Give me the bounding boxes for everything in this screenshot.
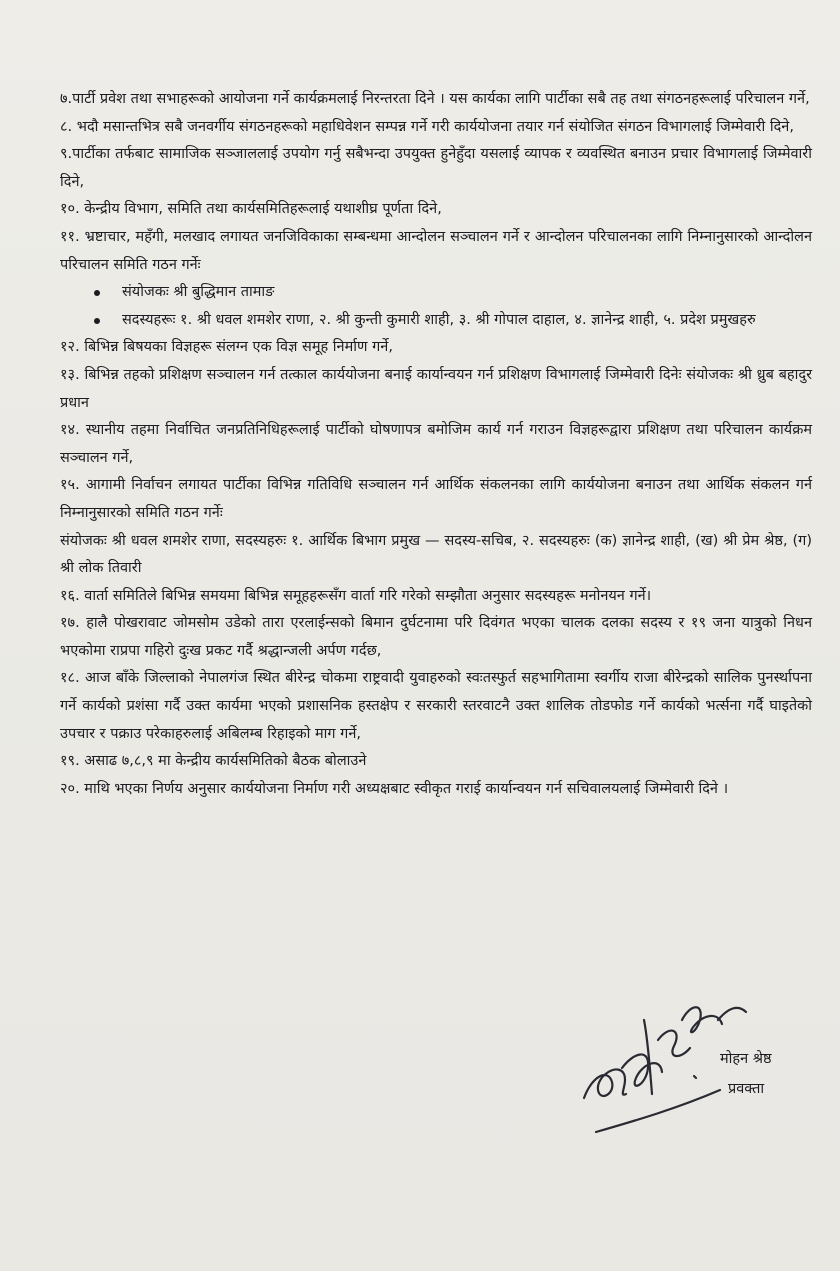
decision-item-14: १४. स्थानीय तहमा निर्वाचित जनप्रतिनिधिहरूलाई पार्टीको घोषणापत्र बमोजिम कार्य गर्न गराउन विज्ञहरूद्वारा प्रशिक्षण तथा परिचालन कार्यक्रम सञ्चालन गर्ने, (60, 422, 812, 466)
signatory-title: प्रवक्ता (728, 1081, 765, 1097)
committee-bullet-list (60, 279, 812, 334)
signatory-name: मोहन श्रेष्ठ (720, 1051, 772, 1067)
decision-item-13: १३. बिभिन्न तहको प्रशिक्षण सञ्चालन गर्न तत्काल कार्ययोजना बनाई कार्यान्वयन गर्न प्रशिक्षण विभागलाई जिम्मेवारी दिनेः संयोजकः श्री ध्रुब बहादुर प्रधान (60, 366, 812, 411)
decision-item-20: २०. माथि भएका निर्णय अनुसार कार्ययोजना निर्माण गरी अध्यक्षबाट स्वीकृत गराई कार्यान्वयन गर्न सचिवालयलाई जिम्मेवारी दिने । (60, 780, 729, 797)
decision-item-7: ७.पार्टी प्रवेश तथा सभाहरूको आयोजना गर्ने कार्यक्रमलाई निरन्तरता दिने । यस कार्यका लागि पार्टीका सबै तह तथा संगठनहरूलाई परिचालन गर्ने, (60, 91, 810, 107)
decision-list (60, 86, 812, 803)
decision-item-8: ८. भदौ मसान्तभित्र सबै जनवर्गीय संगठनहरूको महाधिवेशन सम्पन्न गर्ने गरी कार्ययोजना तयार गर्न संयोजित संगठन विभागलाई जिम्मेवारी दिने, (60, 118, 794, 135)
decision-item-17: १७. हालै पोखरावाट जोमसोम उडेको तारा एरलाईन्सको बिमान दुर्घटनामा परि दिवंगत भएका चालक दलका सदस्य र १९ जना यात्रुको निधन भएकोमा राप्रपा गहिरो दुःख प्रकट गर्दै श्रद्धान्जली अर्पण गर्दछ, (60, 615, 812, 659)
decision-item-9: ९.पार्टीका तर्फबाट सामाजिक सञ्जाललाई उपयोग गर्नु सबैभन्दा उपयुक्त हुनेहुँदा यसलाई व्यापक र व्यवस्थित बनाउन प्रचार विभागलाई जिम्मेवारी दिने, (60, 146, 812, 190)
decision-item-15: १५. आगामी निर्वाचन लगायत पार्टीका विभिन्न गतिविधि सञ्चालन गर्न आर्थिक संकलनका लागि कार्ययोजना बनाउन तथा आर्थिक संकलन गर्न निम्नानुसारको समिति गठन गर्नेः (60, 477, 812, 521)
signatory-block (720, 1044, 772, 1104)
decision-item-19: १९. असाढ ७,८,९ मा केन्द्रीय कार्यसमितिको बैठक बोलाउने (60, 753, 367, 770)
bullet-members: सदस्यहरूः १. श्री धवल शमशेर राणा, २. श्री कुन्ती कुमारी शाही, ३. श्री गोपाल दाहाल, ४. ज्ञानेन्द्र शाही, ५. प्रदेश प्रमुखहरु (94, 307, 812, 335)
bullet-coordinator: संयोजकः श्री बुद्धिमान तामाङ (94, 279, 812, 307)
decision-item-16: १६. वार्ता समितिले बिभिन्न समयमा बिभिन्न समूहहरूसँग वार्ता गरि गरेको सम्झौता अनुसार सदस्यहरू मनोनयन गर्ने। (60, 587, 652, 604)
decision-item-11: ११. भ्रष्टाचार, महँगी, मलखाद लगायत जनजिविकाका सम्बन्धमा आन्दोलन सञ्चालन गर्ने र आन्दोलन परिचालनका लागि निम्नानुसारको आन्दोलन परिचालन समिति गठन गर्नेः (60, 228, 812, 273)
finance-committee-line: संयोजकः श्री धवल शमशेर राणा, सदस्यहरुः १. आर्थिक बिभाग प्रमुख — सदस्य-सचिब, २. सदस्यहरुः (क) ज्ञानेन्द्र शाही, (ख) श्री प्रेम श्रेष्ठ, (ग) श्री लोक तिवारी (60, 532, 812, 577)
decision-item-12: १२. बिभिन्न बिषयका विज्ञहरू संलग्न एक विज्ञ समूह निर्माण गर्ने, (60, 339, 393, 356)
decision-item-18: १८. आज बाँके जिल्लाको नेपालगंज स्थित बीरेन्द्र चोकमा राष्ट्रवादी युवाहरुको स्वःतस्फुर्त सहभागितामा स्वर्गीय राजा बीरेन्द्रको सालिक पुनर्स्थापना गर्ने कार्यको प्रशंसा गर्दै उक्त कार्यमा भएको प्रशासनिक हस्तक्षेप र सरकारी स्तरवाटनै उक्त शालिक तोडफोड गर्ने कार्यको भर्त्सना गर्दै घाइतेको उपचार र पक्राउ परेकाहरुलाई अबिलम्ब रिहाइको माग गर्ने, (60, 670, 812, 742)
decision-item-10: १०. केन्द्रीय विभाग, समिति तथा कार्यसमितिहरूलाई यथाशीघ्र पूर्णता दिने, (60, 201, 442, 218)
